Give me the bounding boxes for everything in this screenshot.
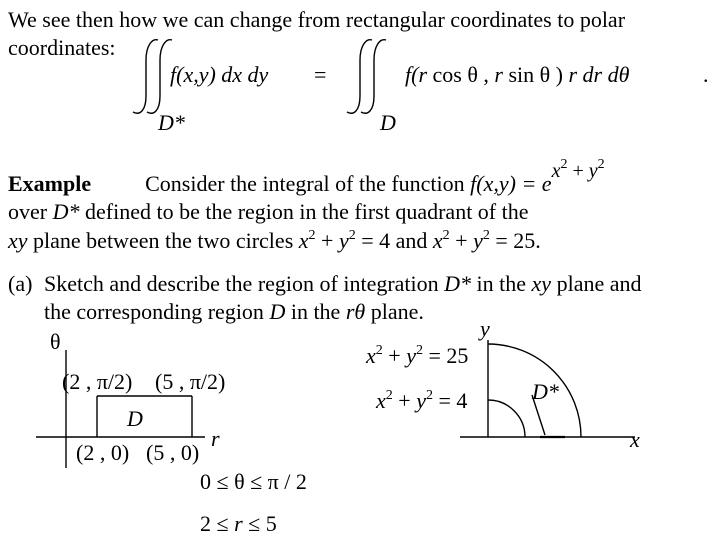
- rhs-integrand: f(r cos θ , r sin θ ) r dr dθ: [405, 62, 630, 87]
- outer-circle-label: $x^2 + y^2 = 25$: [366, 343, 469, 368]
- inner-circle-label: $x^2 + y^2 = 4$: [376, 388, 468, 413]
- example-line-3: xy plane between the two circles $x^2 + y^2 = 4$ and $x^2 + y^2 = 25$.: [8, 228, 541, 253]
- rhs-region-label: D: [380, 110, 396, 135]
- inner-quarter-circle: [488, 400, 525, 437]
- integral-sign-3: [347, 40, 372, 114]
- integral-sign-1: [133, 40, 158, 114]
- corner-bottom-left: (2 , 0): [76, 440, 130, 465]
- y-axis-label: y: [480, 316, 490, 341]
- formula-period: .: [703, 62, 709, 87]
- lhs-integrand: f(x,y) dx dy: [170, 62, 269, 87]
- integral-sign-4: [361, 40, 386, 114]
- part-a-line-1: Sketch and describe the region of integration D* in the xy plane and: [44, 271, 642, 296]
- lhs-region-label: D*: [158, 110, 185, 135]
- corner-top-right: (5 , π/2): [155, 369, 226, 394]
- part-a-line-2: the corresponding region D in the rθ plane.: [44, 299, 424, 324]
- dstar-pointer-line: [532, 395, 545, 435]
- corner-top-left: (2 , π/2): [62, 369, 133, 394]
- intro-line-2: coordinates:: [8, 35, 116, 60]
- region-dstar-label: D*: [532, 379, 559, 404]
- theta-inequality: 0 ≤ θ ≤ π / 2: [200, 469, 307, 494]
- part-a-label: (a): [8, 271, 33, 296]
- example-line-1: Example Consider the integral of the function $f(x,y) = ex^2 + y^2$: [8, 157, 605, 196]
- intro-line-1: We see then how we can change from rectangular coordinates to polar: [8, 7, 626, 32]
- region-d-label: D: [127, 406, 143, 431]
- corner-bottom-right: (5 , 0): [146, 440, 200, 465]
- outer-quarter-circle: [488, 344, 581, 437]
- theta-axis-label: θ: [50, 329, 61, 354]
- x-axis-label: x: [630, 427, 640, 452]
- equals-sign: =: [314, 62, 327, 87]
- example-label: Example: [8, 171, 92, 196]
- r-axis-label: r: [211, 426, 220, 451]
- integral-sign-2: [147, 40, 172, 114]
- example-line-2: over D* defined to be the region in the first quadrant of the: [8, 199, 529, 224]
- r-inequality: 2 ≤ r ≤ 5: [200, 511, 277, 536]
